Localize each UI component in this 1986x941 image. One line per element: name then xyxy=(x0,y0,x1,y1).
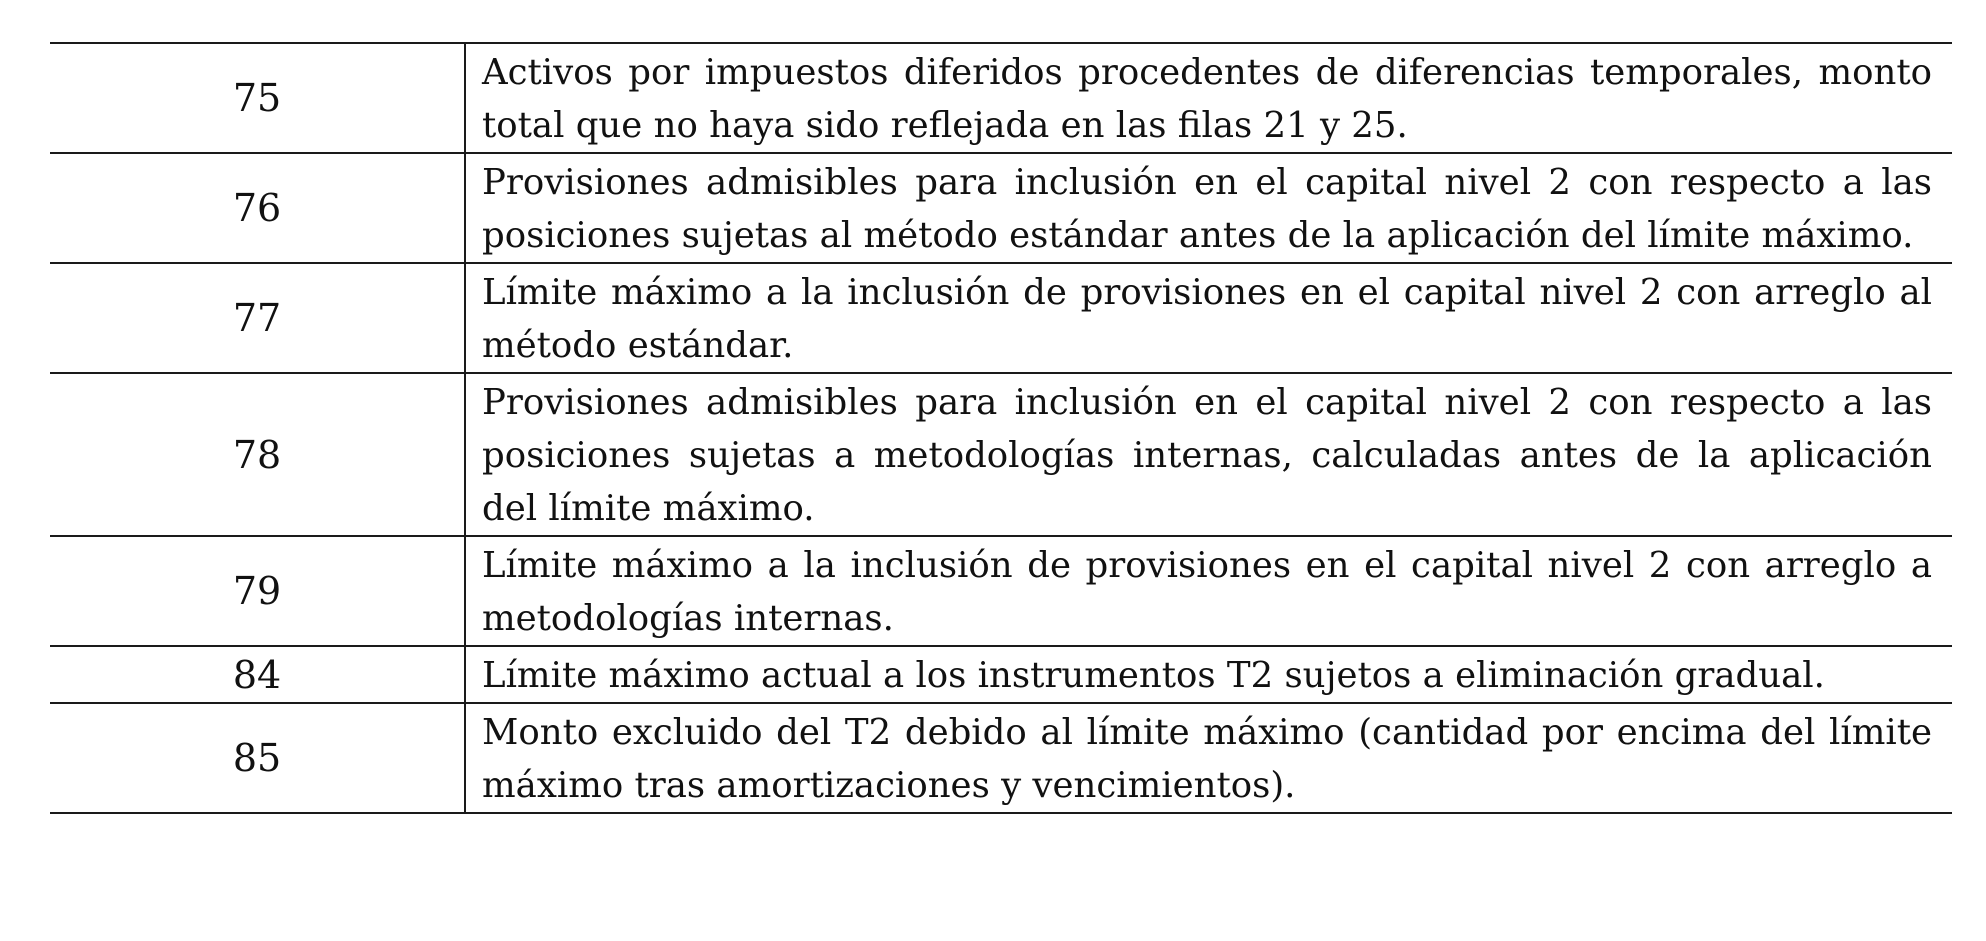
table-row xyxy=(50,43,1952,153)
table-row xyxy=(50,153,1952,263)
row-description: Activos por impuestos diferidos procedentes de diferencias temporales, monto total que no haya sido reflejada en las filas 21 y 25. xyxy=(465,43,1952,153)
table-row xyxy=(50,703,1952,813)
table-row xyxy=(50,536,1952,646)
row-description: Límite máximo a la inclusión de provisiones en el capital nivel 2 con arreglo a metodologías internas. xyxy=(465,536,1952,646)
row-description: Monto excluido del T2 debido al límite máximo (cantidad por encima del límite máximo tras amortizaciones y vencimientos). xyxy=(465,703,1952,813)
regulatory-items-table xyxy=(50,42,1952,814)
table-row xyxy=(50,373,1952,536)
row-description: Límite máximo a la inclusión de provisiones en el capital nivel 2 con arreglo al método estándar. xyxy=(465,263,1952,373)
row-number: 85 xyxy=(50,703,465,813)
row-number: 79 xyxy=(50,536,465,646)
row-number: 77 xyxy=(50,263,465,373)
row-description: Provisiones admisibles para inclusión en el capital nivel 2 con respecto a las posiciones sujetas a metodologías internas, calculadas antes de la aplicación del límite máximo. xyxy=(465,373,1952,536)
row-number: 75 xyxy=(50,43,465,153)
row-number: 84 xyxy=(50,646,465,703)
row-number: 76 xyxy=(50,153,465,263)
row-number: 78 xyxy=(50,373,465,536)
table-row xyxy=(50,263,1952,373)
row-description: Límite máximo actual a los instrumentos T2 sujetos a eliminación gradual. xyxy=(465,646,1952,703)
table-row xyxy=(50,646,1952,703)
row-description: Provisiones admisibles para inclusión en el capital nivel 2 con respecto a las posiciones sujetas al método estándar antes de la aplicación del límite máximo. xyxy=(465,153,1952,263)
